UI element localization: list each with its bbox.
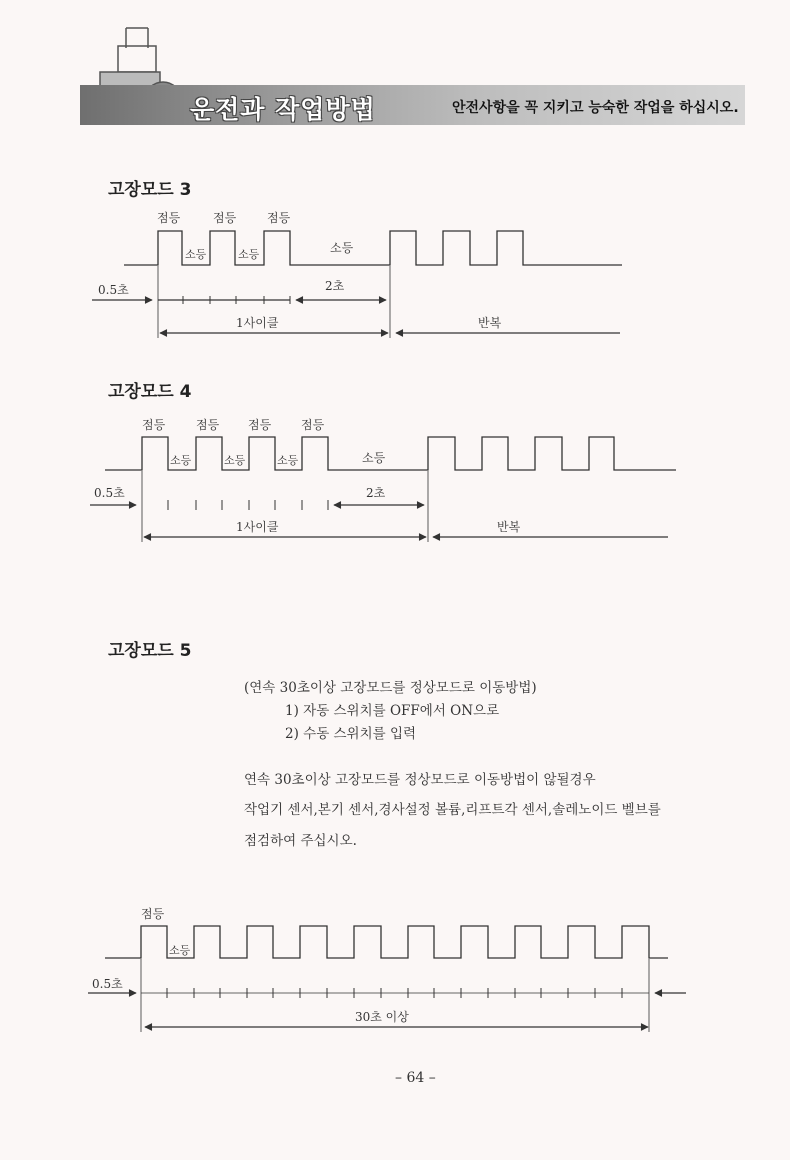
mode5-step-2: 2) 수동 스위치를 입력 xyxy=(285,726,417,742)
mode3-two-sec: 2초 xyxy=(325,279,345,293)
mode4-half-sec: 0.5초 xyxy=(94,486,125,500)
mode5-off: 소등 xyxy=(169,944,191,957)
mode3-off-1: 소등 xyxy=(185,248,207,261)
header-title: 운전과 작업방법 xyxy=(190,95,376,124)
mode4-title: 고장모드 4 xyxy=(108,382,192,402)
mode4-off-3: 소등 xyxy=(277,454,299,467)
mode5-step-1: 1) 자동 스위치를 OFF에서 ON으로 xyxy=(285,703,500,719)
header-subtitle: 안전사항을 꼭 지키고 능숙한 작업을 하십시오. xyxy=(452,100,739,116)
mode3-repeat: 반복 xyxy=(478,316,502,330)
mode5-para-3: 점검하여 주십시오. xyxy=(244,833,357,849)
page-number: – 64 – xyxy=(395,1070,436,1086)
mode4-repeat: 반복 xyxy=(497,520,521,534)
mode4-on-3: 점등 xyxy=(248,418,272,432)
mode4-cycle: 1사이클 xyxy=(236,520,279,534)
mode3-off-3: 소등 xyxy=(330,241,354,255)
mode4-on-4: 점등 xyxy=(301,418,325,432)
mode5-para-2: 작업기 센서,본기 센서,경사설정 볼륨,리프트각 센서,솔레노이드 벨브를 xyxy=(244,802,661,818)
mode3-on-3: 점등 xyxy=(267,211,291,225)
mode3-on-1: 점등 xyxy=(157,211,181,225)
mode3-half-sec: 0.5초 xyxy=(98,283,129,297)
mode5-note-title: (연속 30초이상 고장모드를 정상모드로 이동방법) xyxy=(244,680,537,696)
mode5-half-sec: 0.5초 xyxy=(92,977,123,991)
mode4-off-1: 소등 xyxy=(170,454,192,467)
mode4-on-1: 점등 xyxy=(142,418,166,432)
mode3-title: 고장모드 3 xyxy=(108,180,192,200)
mode3-cycle: 1사이클 xyxy=(236,316,279,330)
mode4-off-2: 소등 xyxy=(224,454,246,467)
mode5-thirty-sec: 30초 이상 xyxy=(355,1010,409,1024)
mode5-para-1: 연속 30초이상 고장모드를 정상모드로 이동방법이 않될경우 xyxy=(244,772,596,788)
mode5-title: 고장모드 5 xyxy=(108,641,192,661)
mode4-on-2: 점등 xyxy=(196,418,220,432)
mode3-on-2: 점등 xyxy=(213,211,237,225)
mode4-off-4: 소등 xyxy=(362,451,386,465)
mode3-off-2: 소등 xyxy=(238,248,260,261)
mode3-diagram xyxy=(92,231,622,338)
mode5-on: 점등 xyxy=(141,907,165,921)
mode4-two-sec: 2초 xyxy=(366,486,386,500)
